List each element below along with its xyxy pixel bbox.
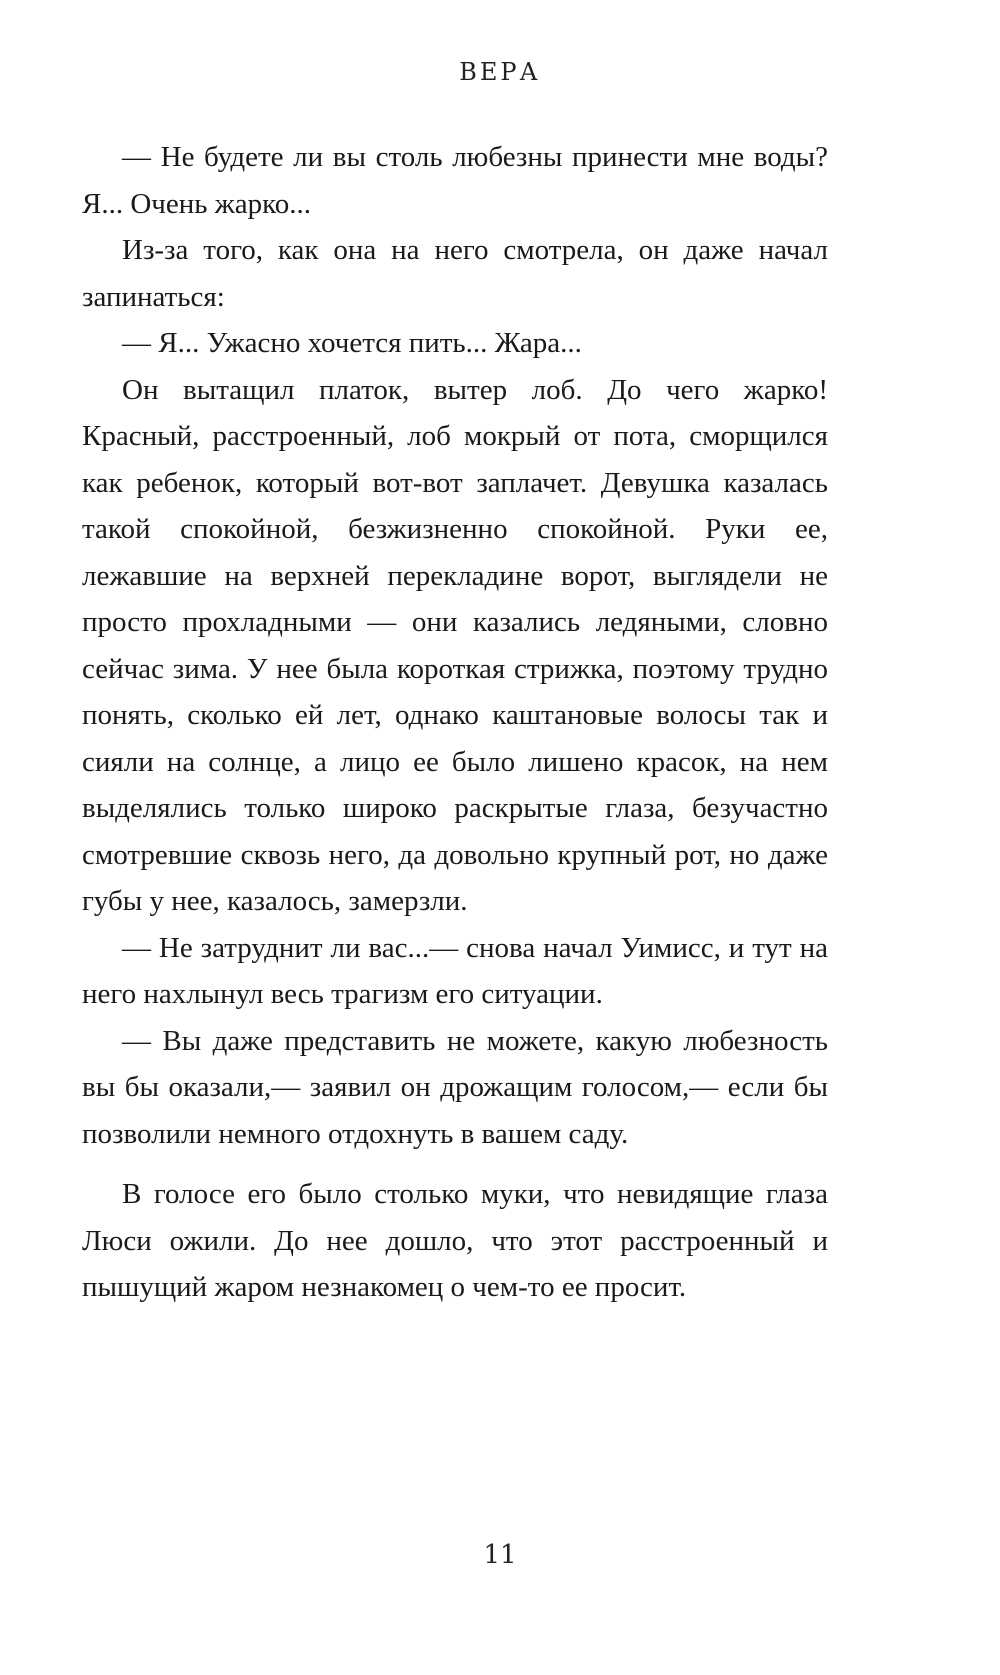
paragraph-2: Из-за того, как она на него смотрела, он даже начал запинаться:: [82, 234, 828, 313]
paragraph-4: Он вытащил платок, вытер лоб. До чего жарко! Красный, расстроенный, лоб мокрый от пота, сморщился как ребенок, который вот-вот заплачет. Девушка казалась такой спокойной, безжизненно спокойной. Руки ее, лежавшие на верхней перекладине ворот, выглядели не просто прохладными — они казались ледяными, словно сейчас зима. У нее была короткая стрижка, поэтому трудно понять, сколько ей лет, однако каштановые волосы так и сияли на солнце, а лицо ее было лишено красок, на нем выделялись только широко раскрытые глаза, безучастно смотревшие сквозь него, да довольно крупный рот, но даже губы у нее, казалось, замерзли.: [82, 373, 828, 917]
paragraph-1: — Не будете ли вы столь любезны принести мне воды? Я... Очень жарко...: [82, 141, 828, 220]
paragraph-7: В голосе его было столько муки, что невидящие глаза Люси ожили. До нее дошло, что этот расстроенный и пышущий жаром незнакомец о чем-то ее просит.: [82, 1178, 828, 1303]
paragraph-6: — Вы даже представить не можете, какую любезность вы бы оказали,— заявил он дрожащим голосом,— если бы позволили немного отдохнуть в вашем саду.: [82, 1024, 828, 1150]
paragraph-5: — Не затруднит ли вас...— снова начал Уимисс, и тут на него нахлынул весь трагизм его ситуации.: [82, 931, 828, 1010]
paragraph-3: — Я... Ужасно хочется пить... Жара...: [122, 327, 582, 359]
running-head: ВЕРА: [459, 58, 541, 86]
body-text: [82, 134, 828, 1311]
page-number: 11: [483, 1540, 517, 1570]
